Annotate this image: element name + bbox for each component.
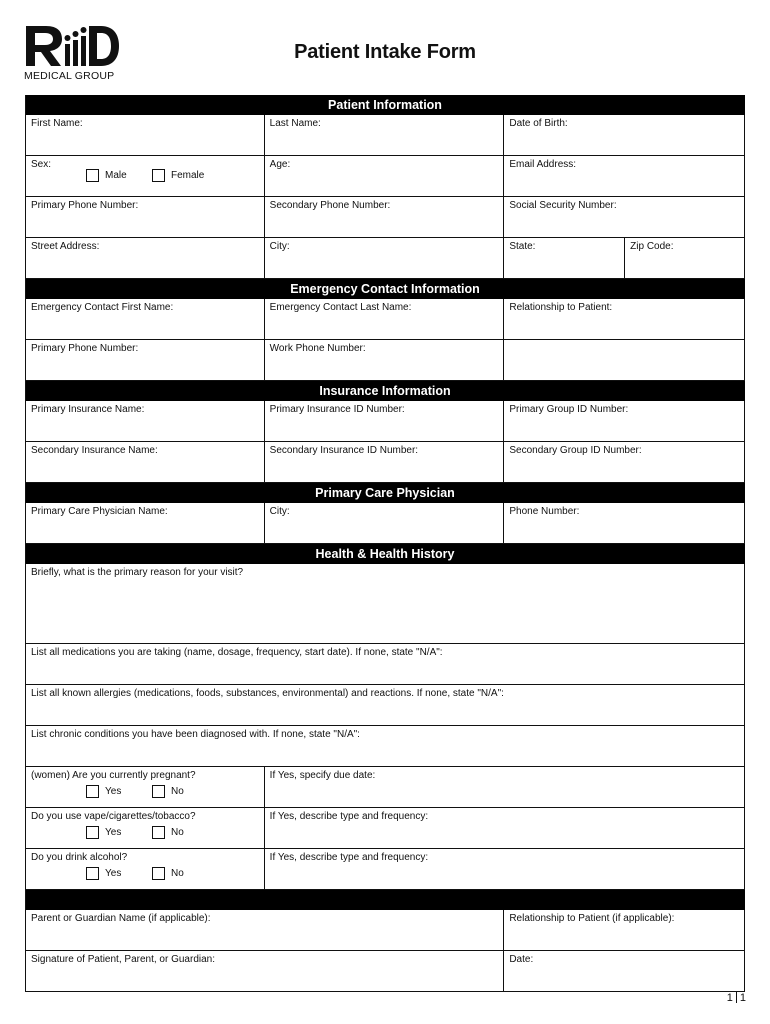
page-number: 1 1: [726, 992, 746, 1004]
alcohol-yes-option[interactable]: Yes: [86, 867, 121, 880]
physician-phone-field[interactable]: Phone Number:: [504, 503, 745, 543]
signature-field[interactable]: Signature of Patient, Parent, or Guardian:: [26, 951, 504, 991]
due-date-field[interactable]: If Yes, specify due date:: [265, 767, 745, 807]
last-name-field[interactable]: Last Name:: [265, 115, 505, 155]
age-field[interactable]: Age:: [265, 156, 505, 196]
city-field[interactable]: City:: [265, 238, 505, 278]
primary-phone-field[interactable]: Primary Phone Number:: [26, 197, 265, 237]
ssn-field[interactable]: Social Security Number:: [504, 197, 745, 237]
emergency-empty-cell: [504, 340, 745, 380]
intake-form: [25, 95, 745, 992]
medications-field[interactable]: List all medications you are taking (name, dosage, frequency, start date). If none, state "N/A":: [26, 644, 745, 684]
vape-yes-option[interactable]: Yes: [86, 826, 121, 839]
alcohol-question: Do you drink alcohol? Yes No: [26, 849, 265, 889]
female-checkbox[interactable]: [152, 169, 165, 182]
section-header-patient-info: Patient Information: [26, 95, 745, 115]
secondary-phone-field[interactable]: Secondary Phone Number:: [265, 197, 505, 237]
vape-yes-checkbox[interactable]: [86, 826, 99, 839]
state-field[interactable]: State:: [504, 238, 625, 278]
vape-detail-field[interactable]: If Yes, describe type and frequency:: [265, 808, 745, 848]
signature-date-field[interactable]: Date:: [504, 951, 745, 991]
pregnant-no-option[interactable]: No: [152, 785, 184, 798]
logo-subtitle: MEDICAL GROUP: [24, 70, 115, 82]
alcohol-no-checkbox[interactable]: [152, 867, 165, 880]
zip-code-field[interactable]: Zip Code:: [625, 238, 745, 278]
female-option[interactable]: Female: [152, 169, 204, 182]
guardian-relationship-field[interactable]: Relationship to Patient (if applicable):: [504, 910, 745, 950]
primary-group-id-field[interactable]: Primary Group ID Number:: [504, 401, 745, 441]
emergency-last-name-field[interactable]: Emergency Contact Last Name:: [265, 299, 505, 339]
first-name-field[interactable]: First Name:: [26, 115, 265, 155]
vape-no-checkbox[interactable]: [152, 826, 165, 839]
section-header-insurance: Insurance Information: [26, 381, 745, 401]
male-option[interactable]: Male: [86, 169, 127, 182]
pregnant-yes-checkbox[interactable]: [86, 785, 99, 798]
primary-insurance-id-field[interactable]: Primary Insurance ID Number:: [265, 401, 505, 441]
pregnant-yes-option[interactable]: Yes: [86, 785, 121, 798]
page-number-separator: [736, 991, 737, 1003]
emergency-primary-phone-field[interactable]: Primary Phone Number:: [26, 340, 265, 380]
emergency-first-name-field[interactable]: Emergency Contact First Name:: [26, 299, 265, 339]
guardian-name-field[interactable]: Parent or Guardian Name (if applicable):: [26, 910, 504, 950]
section-header-physician: Primary Care Physician: [26, 483, 745, 503]
pregnant-question: (women) Are you currently pregnant? Yes No: [26, 767, 265, 807]
section-header-emergency: Emergency Contact Information: [26, 279, 745, 299]
section-header-health: Health & Health History: [26, 544, 745, 564]
pregnant-no-checkbox[interactable]: [152, 785, 165, 798]
page-title: Patient Intake Form: [294, 41, 476, 63]
chronic-conditions-field[interactable]: List chronic conditions you have been diagnosed with. If none, state "N/A":: [26, 726, 745, 766]
email-field[interactable]: Email Address:: [504, 156, 745, 196]
sex-field: Sex: Male Female: [26, 156, 265, 196]
alcohol-yes-checkbox[interactable]: [86, 867, 99, 880]
street-address-field[interactable]: Street Address:: [26, 238, 265, 278]
dob-field[interactable]: Date of Birth:: [504, 115, 745, 155]
vape-question: Do you use vape/cigarettes/tobacco? Yes No: [26, 808, 265, 848]
alcohol-detail-field[interactable]: If Yes, describe type and frequency:: [265, 849, 745, 889]
vape-no-option[interactable]: No: [152, 826, 184, 839]
secondary-insurance-id-field[interactable]: Secondary Insurance ID Number:: [265, 442, 505, 482]
emergency-work-phone-field[interactable]: Work Phone Number:: [265, 340, 505, 380]
male-checkbox[interactable]: [86, 169, 99, 182]
section-header-signature: [26, 890, 745, 910]
secondary-insurance-name-field[interactable]: Secondary Insurance Name:: [26, 442, 265, 482]
secondary-group-id-field[interactable]: Secondary Group ID Number:: [504, 442, 745, 482]
physician-name-field[interactable]: Primary Care Physician Name:: [26, 503, 265, 543]
allergies-field[interactable]: List all known allergies (medications, foods, substances, environmental) and reactions. If none, state "N/A":: [26, 685, 745, 725]
primary-insurance-name-field[interactable]: Primary Insurance Name:: [26, 401, 265, 441]
alcohol-no-option[interactable]: No: [152, 867, 184, 880]
emergency-relationship-field[interactable]: Relationship to Patient:: [504, 299, 745, 339]
visit-reason-field[interactable]: Briefly, what is the primary reason for your visit?: [26, 564, 745, 643]
physician-city-field[interactable]: City:: [265, 503, 505, 543]
